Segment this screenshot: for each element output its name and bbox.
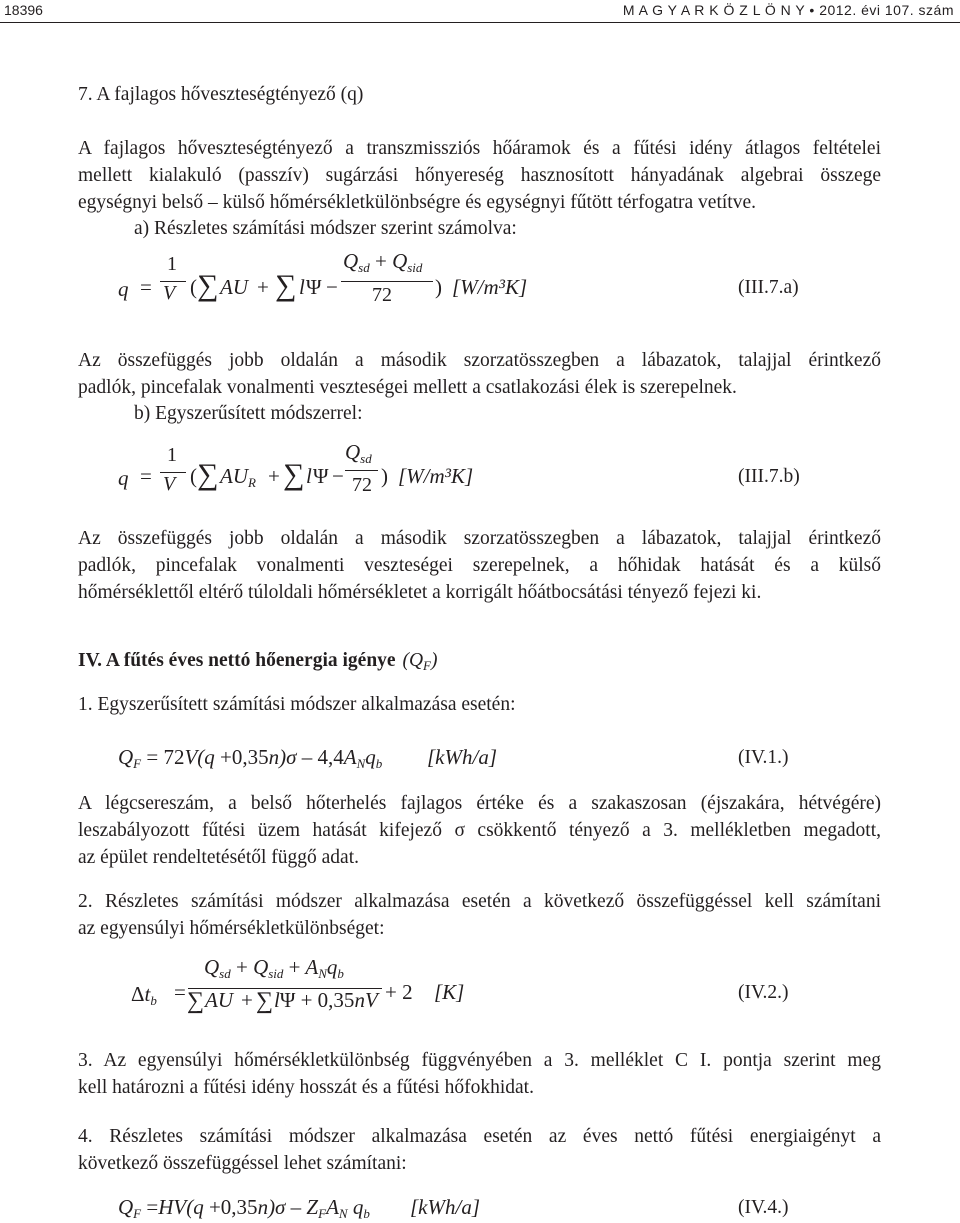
paragraph-line: Az összefüggés jobb oldalán a második szorzatösszegben a lábazatok, talajjal érintkező — [78, 528, 881, 549]
paragraph-line: kell határozni a fűtési idény hosszát és a fűtési hőfokhidat. — [78, 1077, 534, 1098]
paragraph-line: 2. Részletes számítási módszer alkalmazása esetén a következő összefüggéssel kell számítani — [78, 891, 881, 912]
equation-number: (IV.4.) — [738, 1197, 789, 1218]
paragraph-line: egységnyi belső – külső hőmérsékletkülönbségre és egységnyi fűtött térfogatra vetítve. — [78, 192, 756, 213]
method-a-label: a) Részletes számítási módszer szerint számolva: — [134, 218, 517, 239]
item-1-label: 1. Egyszerűsített számítási módszer alkalmazása esetén: — [78, 694, 516, 715]
after-eq-b-paragraph — [78, 525, 881, 606]
equation-number: (III.7.b) — [738, 466, 800, 487]
page-number: 18396 — [4, 2, 43, 18]
paragraph-line: padlók, pincefalak vonalmenti veszteségei szerepelnek, a hőhidak hatását és a külső — [78, 555, 881, 576]
equation-number: (III.7.a) — [738, 277, 799, 298]
paragraph-line: leszabályozott fűtési üzem hatását kifejező σ csökkentő tényező a 3. mellékletben megadott, — [78, 820, 881, 841]
unit: [W/m³K] — [398, 464, 474, 488]
paragraph-line: az egyensúlyi hőmérsékletkülönbséget: — [78, 918, 385, 939]
paragraph-line: következő összefüggéssel lehet számítani: — [78, 1153, 407, 1174]
method-b-label: b) Egyszerűsített módszerrel: — [134, 403, 363, 424]
equation-number: (IV.2.) — [738, 982, 789, 1003]
paragraph-line: hőmérséklettől eltérő túloldali hőmérsékletet a korrigált hőátbocsátási tényező fejezi ki. — [78, 582, 762, 603]
section-7-title: 7. A fajlagos hőveszteségtényező (q) — [78, 84, 364, 105]
paragraph-line: Az összefüggés jobb oldalán a második szorzatösszegben a lábazatok, talajjal érintkező — [78, 350, 881, 371]
unit: [W/m³K] — [452, 275, 528, 299]
unit: [kWh/a] — [410, 1195, 480, 1219]
paragraph-line: padlók, pincefalak vonalmenti veszteségei mellett a csatlakozási élek is szerepelnek. — [78, 377, 737, 398]
item-1-paragraph — [78, 790, 881, 871]
unit: [K] — [434, 980, 465, 1004]
section-iv-title: IV. A fűtés éves nettó hőenergia igénye $(Q_F)$ — [78, 650, 438, 673]
paragraph-line: A légcsereszám, a belső hőterhelés fajlagos értéke és a szakaszosan (éjszakára, hétvégére) — [78, 793, 881, 814]
equation-iv-2: $\Delta t_b$ = $Q_{sd} + Q_{sid} + A_Nq_b$ ∑ AU + ∑ lΨ + 0,35nV + 2 [K] (IV.2.) — [131, 955, 789, 1014]
item-3-paragraph — [78, 1047, 881, 1101]
paragraph-line: 4. Részletes számítási módszer alkalmazása esetén az éves nettó fűtési energiaigényt a — [78, 1126, 881, 1147]
equation-iv-4: $Q_F =HV(q +0,35n)\sigma - Z_FA_N$ $q_b$ [kWh/a] (IV.4.) — [118, 1195, 789, 1221]
equation-iv-1: $Q_F = 72V(q +0,35n)\sigma - 4,4A_Nq_b$ [kWh/a] (IV.1.) — [118, 745, 789, 771]
page-header — [0, 0, 960, 23]
equation-number: (IV.1.) — [738, 747, 789, 768]
equation-iii-7-b: q = 1 V ( ∑ $AU_R$ + ∑ l Ψ − $Q_{sd}$ 72 ) [W/m³K] (III.7.b) — [118, 440, 800, 496]
journal-title: M A G Y A R K Ö Z L Ö N Y • 2012. évi 107. szám — [622, 2, 954, 18]
item-4-paragraph — [78, 1123, 881, 1177]
after-eq-a-paragraph — [78, 347, 881, 401]
paragraph-line: 3. Az egyensúlyi hőmérsékletkülönbség függvényében a 3. melléklet C I. pontja szerint meg — [78, 1050, 881, 1071]
paragraph-line: mellett kialakuló (passzív) sugárzási hőnyereség hasznosított hányadának algebrai összege — [78, 165, 881, 186]
equation-iii-7-a: q = 1 V ( ∑ AU + ∑ l Ψ − $Q_{sd} + Q_{sid}$ 72 ) [W/m³K] (III.7.a) — [118, 249, 799, 306]
item-2-paragraph — [78, 888, 881, 942]
paragraph-line: az épület rendeltetésétől függő adat. — [78, 847, 359, 868]
unit: [kWh/a] — [427, 745, 497, 769]
section-7-paragraph — [78, 135, 881, 216]
paragraph-line: A fajlagos hőveszteségtényező a transzmissziós hőáramok és a fűtési idény átlagos feltételei — [78, 138, 881, 159]
